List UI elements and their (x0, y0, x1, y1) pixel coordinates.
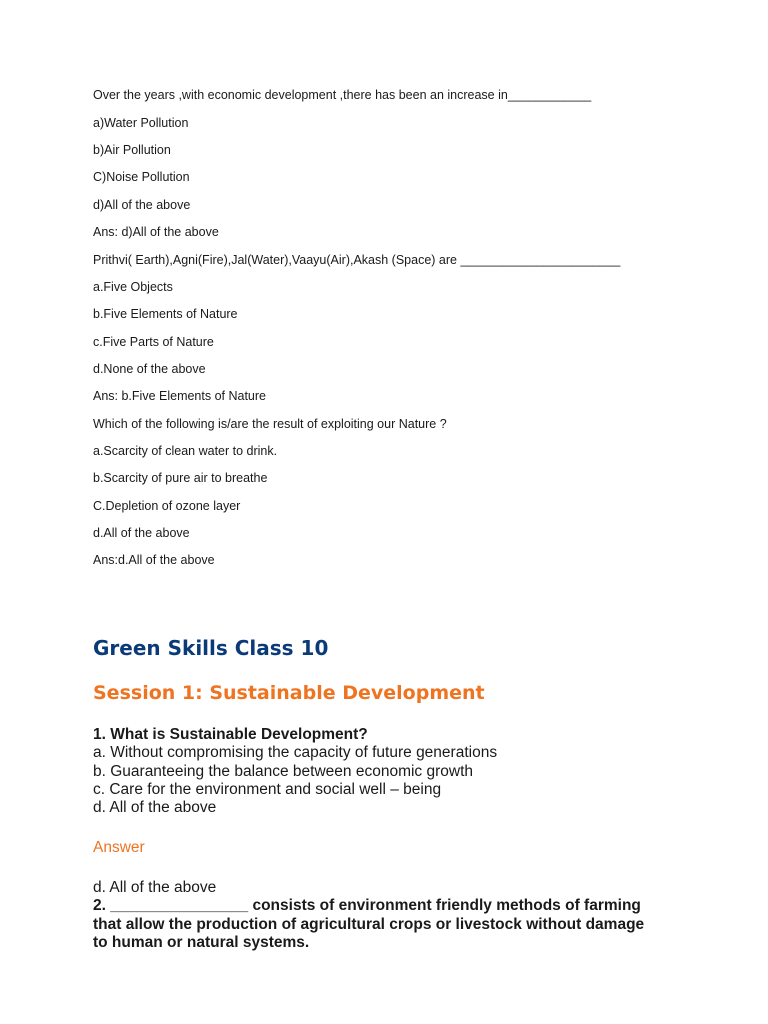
option-text: d.None of the above (93, 362, 206, 376)
option-text: c. Care for the environment and social well – being (93, 780, 442, 798)
question-text: Which of the following is/are the result of exploiting our Nature ? (93, 417, 447, 431)
answer-text: d. All of the above (93, 879, 217, 896)
option-text: C)Noise Pollution (93, 170, 190, 184)
question-text: Over the years ,with economic development ,there has been an increase in____________ (93, 88, 592, 102)
answer-text: Ans:d.All of the above (93, 553, 215, 567)
option-text: a. Without compromising the capacity of future generations (93, 744, 498, 762)
question-text: 1. What is Sustainable Development? (93, 726, 368, 743)
answer-label: Answer (93, 839, 145, 856)
option-text: d.All of the above (93, 526, 190, 540)
option-text: c.Five Parts of Nature (93, 335, 214, 349)
option-text: C.Depletion of ozone layer (93, 499, 241, 513)
option-text: a)Water Pollution (93, 116, 189, 130)
option-text: b.Scarcity of pure air to breathe (93, 471, 268, 485)
option-text: b)Air Pollution (93, 143, 171, 157)
answer-text: Ans: b.Five Elements of Nature (93, 389, 266, 403)
option-text: b. Guaranteeing the balance between economic growth (93, 762, 473, 780)
option-text: d. All of the above (93, 799, 217, 817)
option-text: b.Five Elements of Nature (93, 307, 238, 321)
answer-text: Ans: d)All of the above (93, 225, 219, 239)
option-text: d)All of the above (93, 198, 191, 212)
option-text: a.Scarcity of clean water to drink. (93, 444, 278, 458)
question-text: Prithvi( Earth),Agni(Fire),Jal(Water),Vaayu(Air),Akash (Space) are _______________________ (93, 253, 621, 267)
section-heading: Session 1: Sustainable Development (93, 682, 485, 704)
question-block (93, 726, 497, 817)
page-title: Green Skills Class 10 (93, 636, 329, 660)
option-text: a.Five Objects (93, 280, 173, 294)
question-text: 2. ________________ consists of environment friendly methods of farming that allow the production of agricultural crops or livestock without damage to human or natural systems. (93, 897, 645, 951)
